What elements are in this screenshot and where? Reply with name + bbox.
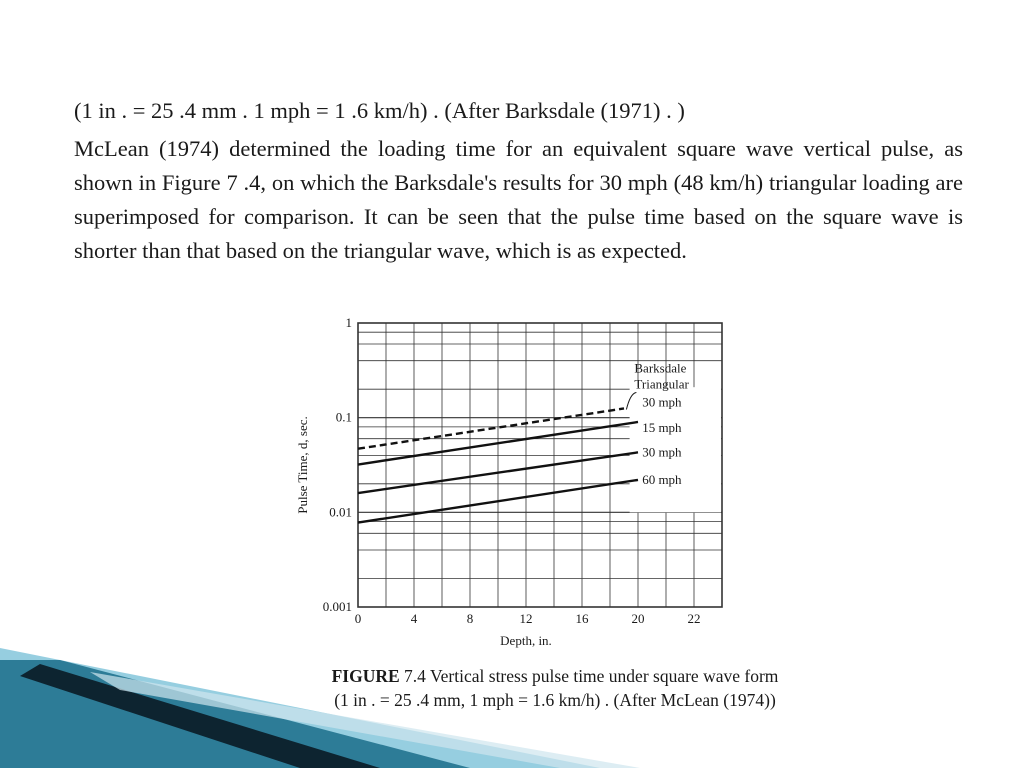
y-tick-label: 0.1 [335, 409, 352, 425]
series-label-2: 30 mph [642, 444, 682, 460]
y-tick-label: 0.001 [322, 599, 352, 614]
series-label-3: 60 mph [642, 471, 682, 487]
y-axis-title: Pulse Time, d, sec. [295, 416, 310, 514]
x-axis-title: Depth, in. [500, 633, 552, 648]
x-tick-label: 22 [687, 611, 701, 626]
annotation-text: Triangular [634, 376, 689, 392]
conversion-note: (1 in . = 25 .4 mm . 1 mph = 1 .6 km/h) . (After Barksdale (1971) . ) [74, 98, 685, 123]
y-tick-label: 0.01 [329, 504, 352, 520]
x-tick-label: 8 [466, 611, 474, 626]
x-tick-label: 16 [575, 611, 589, 626]
pulse-time-chart [280, 305, 740, 655]
caption-line-1-text: 7.4 Vertical stress pulse time under square wave form [399, 666, 779, 686]
figure-caption [230, 664, 880, 712]
body-paragraph: McLean (1974) determined the loading time for an equivalent square wave vertical pulse, as shown in Figure 7 .4, on which the Barksdale's results for 30 mph (48 km/h) triangular loading are superimposed for comparison. It can be seen that the pulse time based on the square wave is shorter than that based on the triangular wave, which is as expected. [74, 136, 963, 263]
x-tick-label: 12 [519, 611, 533, 626]
x-tick-label: 20 [631, 611, 645, 626]
y-tick-label: 1 [345, 315, 352, 330]
x-tick-label: 4 [410, 611, 418, 626]
series-line-0 [358, 408, 624, 448]
annotation-text: Barksdale [634, 360, 687, 376]
caption-line-2: (1 in . = 25 .4 mm, 1 mph = 1.6 km/h) . (After McLean (1974)) [334, 690, 776, 710]
series-label-0: 30 mph [642, 394, 682, 410]
x-tick-label: 0 [354, 611, 362, 626]
caption-figure-word: FIGURE [331, 666, 400, 686]
caption-line-1 [230, 664, 880, 688]
series-label-1: 15 mph [642, 419, 682, 435]
